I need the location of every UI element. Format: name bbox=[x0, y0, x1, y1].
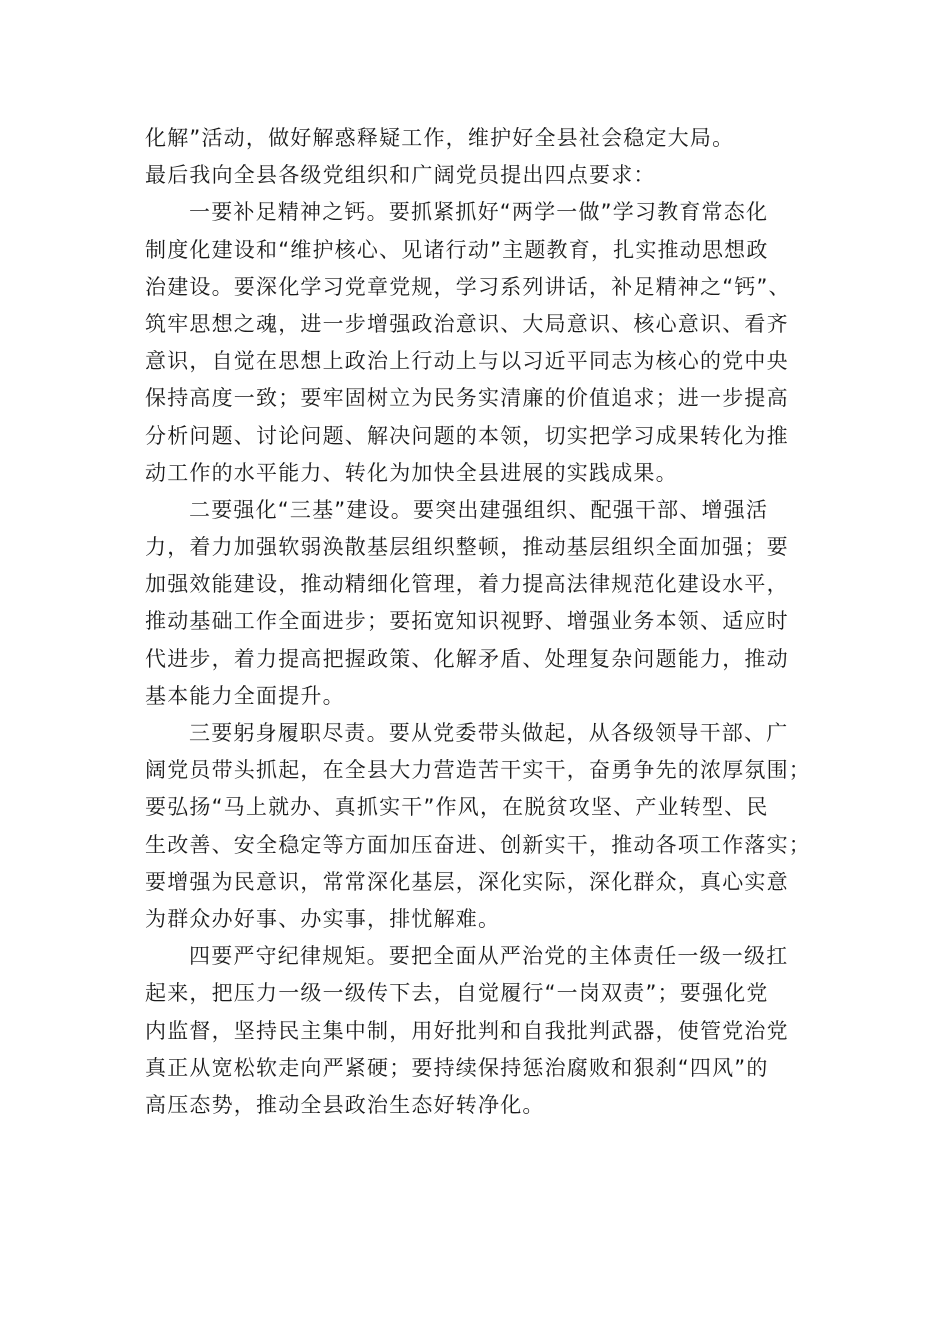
text-line: 动工作的水平能力、转化为加快全县进展的实践成果。 bbox=[145, 460, 678, 485]
text-line: 制度化建设和“维护核心、见诸行动”主题教育，扎实推动思想政 bbox=[145, 237, 769, 262]
text-line: 分析问题、讨论问题、解决问题的本领，切实把学习成果转化为推 bbox=[145, 423, 789, 448]
text-line: 三要躬身履职尽责。要从党委带头做起，从各级领导干部、广 bbox=[189, 721, 789, 745]
text-line: 一要补足精神之钙。要抓紧抓好“两学一做”学习教育常态化 bbox=[189, 200, 769, 225]
text-line: 化解”活动，做好解惑释疑工作，维护好全县社会稳定大局。 bbox=[145, 126, 735, 150]
text-line: 内监督，坚持民主集中制，用好批判和自我批判武器，使管党治党 bbox=[145, 1018, 789, 1043]
text-line: 最后我向全县各级党组织和广阔党员提出四点要求： bbox=[145, 163, 656, 188]
text-line: 起来，把压力一级一级传下去，自觉履行“一岗双责”；要强化党 bbox=[145, 981, 769, 1006]
text-line: 二要强化“三基”建设。要突出建强组织、配强干部、增强活 bbox=[189, 497, 769, 522]
paragraph bbox=[145, 120, 825, 157]
document-body bbox=[145, 120, 825, 1124]
text-line: 筑牢思想之魂，进一步增强政治意识、大局意识、核心意识、看齐 bbox=[145, 311, 789, 336]
text-line: 代进步，着力提高把握政策、化解矛盾、处理复杂问题能力，推动 bbox=[145, 646, 789, 671]
text-line: 推动基础工作全面进步；要拓宽知识视野、增强业务本领、适应时 bbox=[145, 609, 789, 634]
text-line: 基本能力全面提升。 bbox=[145, 683, 345, 708]
text-line: 为群众办好事、办实事，排忧解难。 bbox=[145, 906, 501, 931]
text-line: 加强效能建设，推动精细化管理，着力提高法律规范化建设水平， bbox=[145, 572, 789, 597]
text-line: 保持高度一致；要牢固树立为民务实清廉的价值追求；进一步提高 bbox=[145, 386, 789, 411]
text-line: 要弘扬“马上就办、真抓实干”作风，在脱贫攻坚、产业转型、民 bbox=[145, 795, 769, 820]
text-line: 要增强为民意识，常常深化基层，深化实际，深化群众，真心实意 bbox=[145, 869, 789, 894]
paragraph bbox=[145, 194, 825, 492]
paragraph bbox=[145, 938, 825, 1124]
text-line: 四要严守纪律规矩。要把全面从严治党的主体责任一级一级扛 bbox=[189, 944, 789, 969]
text-line: 阔党员带头抓起，在全县大力营造苦干实干，奋勇争先的浓厚氛围； bbox=[145, 758, 811, 783]
text-line: 真正从宽松软走向严紧硬；要持续保持惩治腐败和狠刹“四风”的 bbox=[145, 1055, 769, 1080]
text-line: 生改善、安全稳定等方面加压奋进、创新实干，推动各项工作落实； bbox=[145, 832, 811, 857]
paragraph bbox=[145, 492, 825, 715]
paragraph bbox=[145, 715, 825, 938]
text-line: 高压态势，推动全县政治生态好转净化。 bbox=[145, 1092, 545, 1117]
text-line: 意识，自觉在思想上政治上行动上与以习近平同志为核心的党中央 bbox=[145, 349, 789, 374]
text-line: 力，着力加强软弱涣散基层组织整顿，推动基层组织全面加强；要 bbox=[145, 535, 789, 560]
text-line: 治建设。要深化学习党章党规，学习系列讲话，补足精神之“钙”、 bbox=[145, 274, 791, 299]
paragraph bbox=[145, 157, 825, 194]
